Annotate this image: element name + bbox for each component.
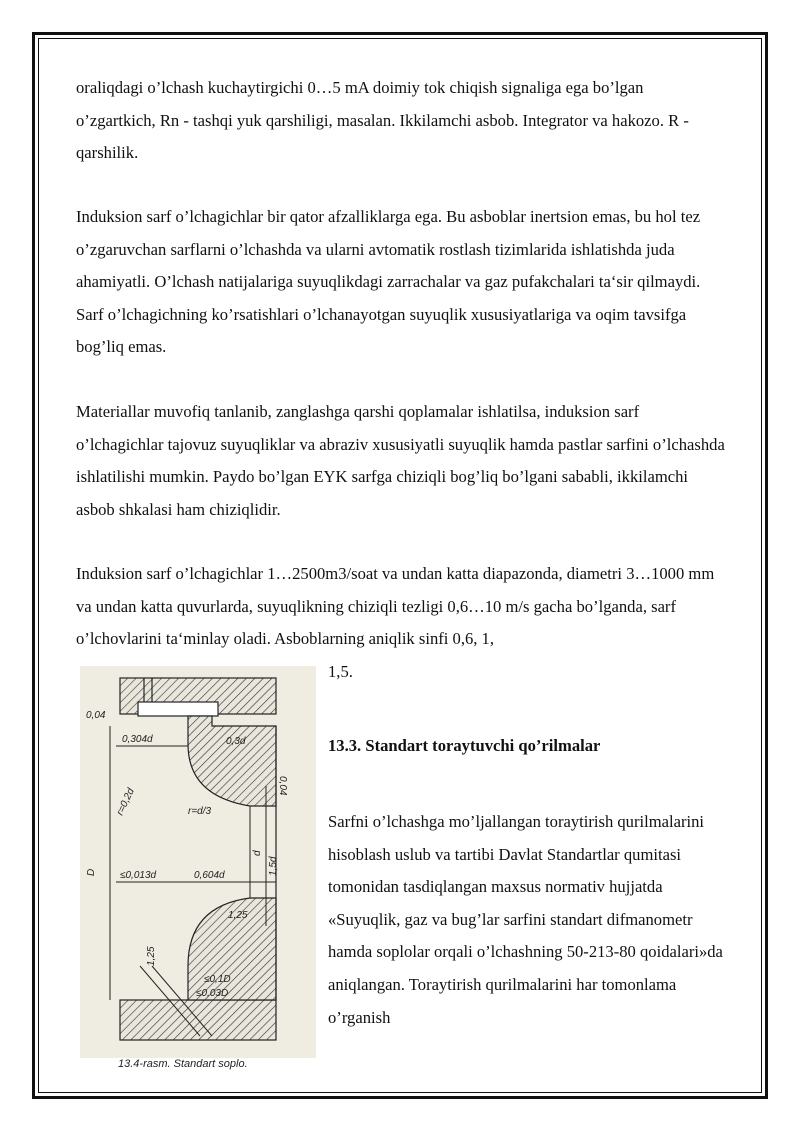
paragraph-2: Induksion sarf o’lchagichlar bir qator afzalliklarga ega. Bu asboblar inertsion emas, bu hol tez o’zgaruvchan sarflarni o’lchashda va ularni avtomatik rostlash tizimlarida ishlatishda juda ahamiyatli. O’lchash natijalariga suyuqlikdagi zarrachalar va gaz pufakchalari ta‘sir qilmaydi. Sarf o’lchagichning ko’rsatishlari o’lchanayotgan suyuqlik xususiyatlariga va oqim tavsifga bog’liq emas.: [76, 207, 701, 357]
label-r-d-3: r=d/3: [188, 806, 212, 817]
section-heading: 13.3. Standart toraytuvchi qo’rilmalar: [328, 736, 601, 755]
label-1-25-left: 1,25: [146, 946, 157, 966]
figure-caption: 13.4-rasm. Standart soplo.: [118, 1058, 248, 1070]
label-D: D: [86, 868, 97, 876]
label-0-013d: ≤0,013d: [120, 870, 157, 881]
label-0-04-top: 0,04: [86, 710, 106, 721]
label-0-04-right: 0,04: [277, 776, 288, 796]
label-0-304d: 0,304d: [122, 734, 153, 745]
paragraph-4-tail: 1,5.: [328, 662, 353, 681]
label-r-0-2d: r=0,2d: [114, 786, 137, 818]
label-0-03D: ≤0,03D: [196, 988, 229, 999]
label-1-25-right: 1,25: [228, 910, 248, 921]
label-d: d: [252, 850, 263, 856]
nozzle-drawing: [80, 666, 316, 1058]
label-0-604d: 0,604d: [194, 870, 225, 881]
label-1-5d: 1,5d: [268, 856, 279, 876]
paragraph-3: Materiallar muvofiq tanlanib, zanglashga qarshi qoplamalar ishlatilsa, induksion sarf o’lchagichlar tajovuz suyuqliklar va abraziv xususiyatli suyuqlik hamda pastlar sarfini o’lchashda ishlatilishi mumkin. Paydo bo’lgan EYK sarfga chiziqli bog’liq bo’lgani sababli, ikkilamchi asbob shkalasi ham chiziqlidir.: [76, 402, 725, 519]
paragraph-5: Sarfni o’lchashga mo’ljallangan toraytirish qurilmalarini hisoblash uslub va tartibi Davlat Standartlar qumitasi tomonidan tasdiqlangan maxsus normativ hujjatda «Suyuqlik, gaz va bug’lar sarfini standart difmanometr hamda soplolar orqali o’lchashning 50-213-80 qoidalari»da aniqlangan. Toraytirish qurilmalarini har tomonlama o’rganish: [328, 812, 723, 1027]
pressure-tap-chamber: [138, 702, 218, 716]
paragraph-1: oraliqdagi o’lchash kuchaytirgichi 0…5 mA doimiy tok chiqish signaliga ega bo’lgan o’zgartkich, Rn - tashqi yuk qarshiligi, masalan. Ikkilamchi asbob. Integrator va hakozo. R - qarshilik.: [76, 78, 689, 163]
paragraph-4: Induksion sarf o’lchagichlar 1…2500m3/soat va undan katta diapazonda, diametri 3…1000 mm va undan katta quvurlarda, suyuqlikning chiziqli tezligi 0,6…10 m/s gacha bo’lganda, sarf o’lchovlarini ta‘minlay oladi. Asboblarning aniqlik sinfi 0,6, 1,: [76, 564, 715, 649]
label-0-1D: ≤0,1D: [204, 974, 231, 985]
nozzle-diagram-svg: [80, 666, 316, 1058]
label-0-3d: 0,3d: [226, 736, 246, 747]
